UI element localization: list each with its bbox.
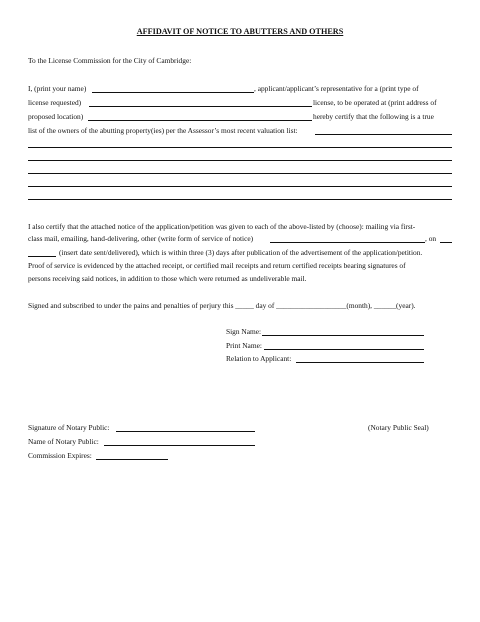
print-name-label: I, (print your name) <box>28 84 87 93</box>
certify-text: hereby certify that the following is a true <box>313 112 434 121</box>
address-label: license, to be operated at (print address of <box>313 98 437 107</box>
service-date-field-start[interactable] <box>440 242 452 243</box>
abutters-list-line[interactable] <box>28 186 452 187</box>
service-form-field[interactable] <box>270 242 425 243</box>
notice-paragraph-line-1: I also certify that the attached notice of the application/petition was given to each of the above-listed by (choose): mailing via first- <box>28 222 416 231</box>
notary-signature-field[interactable] <box>116 431 255 432</box>
commission-expires-field[interactable] <box>96 459 168 460</box>
proposed-location-label: proposed location) <box>28 112 84 121</box>
relation-label: Relation to Applicant: <box>226 354 292 363</box>
applicant-name-field[interactable] <box>92 92 254 93</box>
abutters-list-field-1[interactable] <box>315 134 452 135</box>
abutters-list-line[interactable] <box>28 173 452 174</box>
service-form-label: class mail, emailing, hand-delivering, other (write form of service of notice) <box>28 234 254 243</box>
notary-name-label: Name of Notary Public: <box>28 437 99 446</box>
sign-name-field[interactable] <box>262 335 424 336</box>
addressee-line: To the License Commission for the City of Cambridge: <box>28 56 192 65</box>
license-type-label: , applicant/applicant’s representative for a (print type of <box>254 84 419 93</box>
print-name-label-2: Print Name: <box>226 341 262 350</box>
notice-paragraph-line-3: (insert date sent/delivered), which is within three (3) days after publication of the advertisement of the application/petition. <box>59 248 423 257</box>
license-requested-label: license requested) <box>28 98 82 107</box>
license-type-field[interactable] <box>89 106 312 107</box>
proposed-location-field[interactable] <box>88 120 312 121</box>
print-name-field[interactable] <box>264 349 424 350</box>
notice-paragraph-line-5: persons receiving said notices, in addition to those which were returned as undeliverable mail. <box>28 274 307 283</box>
abutters-list-label: list of the owners of the abutting property(ies) per the Assessor’s most recent valuation list: <box>28 126 298 135</box>
notary-signature-label: Signature of Notary Public: <box>28 423 110 432</box>
sign-name-label: Sign Name: <box>226 327 262 336</box>
notary-name-field[interactable] <box>104 445 255 446</box>
notary-seal-label: (Notary Public Seal) <box>368 423 429 432</box>
abutters-list-line[interactable] <box>28 160 452 161</box>
on-label: , on <box>425 234 437 243</box>
abutters-list-line[interactable] <box>28 199 452 200</box>
notice-paragraph-line-4: Proof of service is evidenced by the attached receipt, or certified mail receipts and return certified receipts bearing signatures of <box>28 261 406 270</box>
commission-expires-label: Commission Expires: <box>28 451 92 460</box>
service-date-field[interactable] <box>28 256 56 257</box>
relation-field[interactable] <box>296 362 424 363</box>
penalty-statement: Signed and subscribed to under the pains and penalties of perjury this _____ day of ___________________(month), ______(year). <box>28 301 416 310</box>
abutters-list-line[interactable] <box>28 147 452 148</box>
document-title: AFFIDAVIT OF NOTICE TO ABUTTERS AND OTHERS <box>136 27 344 36</box>
